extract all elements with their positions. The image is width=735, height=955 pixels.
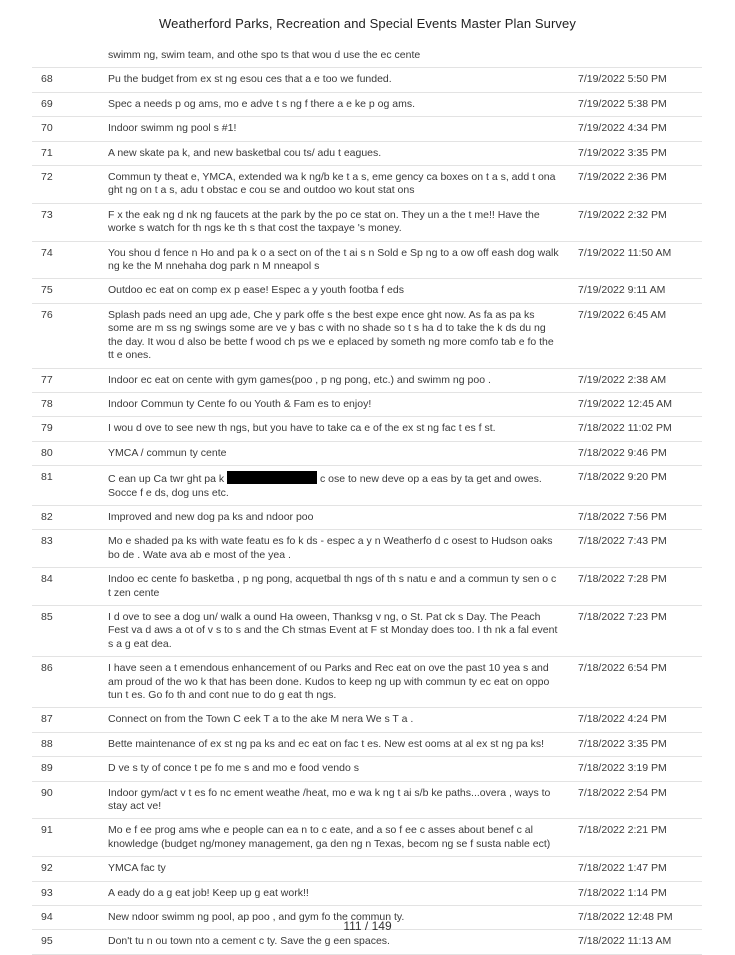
row-response: F x the eak ng d nk ng faucets at the park by the po ce stat on. They un a the t me!! Have the worke s watch for th ngs ke th s that cost the taxpaye 's money. bbox=[108, 208, 540, 235]
row-response: You shou d fence n Ho and pa k o a sect on of the t ai s n Sold e Sp ng to a ow off eash dog walk ng ke the M nnehaha dog park n M nneapol s bbox=[108, 246, 559, 273]
table-row bbox=[32, 506, 702, 530]
row-response bbox=[100, 466, 570, 505]
row-date: 7/18/2022 1:47 PM bbox=[578, 862, 667, 875]
row-date: 7/18/2022 4:24 PM bbox=[578, 713, 667, 726]
row-response: Commun ty theat e, YMCA, extended wa k ng/b ke t a s, eme gency ca boxes on t a s, add t ona ght ng on t a s, adu t obstac e cou se and outdoo wo kout stat ons bbox=[108, 171, 556, 197]
row-number: 88 bbox=[41, 737, 53, 750]
row-response: I wou d ove to see new th ngs, but you have to take ca e of the ex st ng fac t es f st. bbox=[108, 422, 496, 435]
row-date: 7/18/2022 9:46 PM bbox=[578, 446, 667, 459]
row-response: New ndoor swimm ng pool, ap poo , and gym fo the commun ty. bbox=[108, 911, 405, 924]
row-response: Improved and new dog pa ks and ndoor poo bbox=[108, 510, 314, 523]
row-date: 7/18/2022 11:13 AM bbox=[578, 935, 672, 948]
row-response: Indoor Commun ty Cente fo ou Youth & Fam es to enjoy! bbox=[108, 397, 372, 410]
table-row bbox=[32, 733, 702, 757]
row-response: Mo e f ee prog ams whe e people can ea n to c eate, and a so f ee c asses about benef c al knowledge (budget ng/money management, ga den ng n Texas, becom ng se f susta nable ect) bbox=[108, 824, 551, 850]
table-row bbox=[32, 606, 702, 657]
table-row bbox=[32, 204, 702, 242]
row-number: 68 bbox=[41, 73, 53, 86]
table-row bbox=[32, 166, 702, 204]
row-date: 7/18/2022 12:48 PM bbox=[578, 911, 673, 924]
row-number: 89 bbox=[41, 762, 53, 775]
row-number: 69 bbox=[41, 97, 53, 110]
row-response: Spec a needs p og ams, mo e adve t s ng f there a e ke p og ams. bbox=[108, 97, 416, 110]
row-number: 93 bbox=[41, 886, 53, 899]
row-number: 85 bbox=[41, 610, 53, 623]
row-date: 7/18/2022 7:23 PM bbox=[578, 610, 667, 623]
row-number: 79 bbox=[41, 422, 53, 435]
row-response: Connect on from the Town C eek T a to the ake M nera We s T a . bbox=[108, 713, 414, 726]
table-row bbox=[32, 568, 702, 606]
row-response: Pu the budget from ex st ng esou ces that a e too we funded. bbox=[108, 73, 392, 86]
table-row bbox=[32, 417, 702, 441]
table-row bbox=[32, 930, 702, 954]
row-number: 77 bbox=[41, 373, 53, 386]
row-number: 95 bbox=[41, 935, 53, 948]
row-number: 74 bbox=[41, 246, 53, 259]
table-row bbox=[32, 657, 702, 708]
page-title: Weatherford Parks, Recreation and Special Events Master Plan Survey bbox=[159, 16, 576, 31]
row-response: Don't tu n ou town nto a cement c ty. Save the g een spaces. bbox=[108, 935, 390, 948]
row-date: 7/18/2022 7:43 PM bbox=[578, 535, 667, 548]
row-number: 91 bbox=[41, 824, 53, 837]
row-date: 7/19/2022 3:35 PM bbox=[578, 146, 667, 159]
row-number: 80 bbox=[41, 446, 53, 459]
row-number: 82 bbox=[41, 510, 53, 523]
table-row bbox=[32, 304, 702, 369]
table-row bbox=[32, 530, 702, 568]
page-number: 111 / 149 bbox=[343, 919, 392, 933]
table-row bbox=[32, 466, 702, 506]
row-response: YMCA fac ty bbox=[108, 862, 166, 875]
row-date: 7/19/2022 4:34 PM bbox=[578, 122, 667, 135]
row-number: 75 bbox=[41, 284, 53, 297]
table-row bbox=[32, 442, 702, 466]
row-number: 90 bbox=[41, 786, 53, 799]
row-response: D ve s ty of conce t pe fo me s and mo e food vendo s bbox=[108, 762, 359, 775]
row-number: 84 bbox=[41, 573, 53, 586]
row-number: 86 bbox=[41, 662, 53, 675]
row-number: 94 bbox=[41, 911, 53, 924]
table-row bbox=[32, 279, 702, 303]
row-date: 7/19/2022 11:50 AM bbox=[578, 246, 672, 259]
row-number: 83 bbox=[41, 535, 53, 548]
row-date: 7/18/2022 3:19 PM bbox=[578, 762, 667, 775]
row-response: Indoor swimm ng pool s #1! bbox=[108, 122, 237, 135]
row-date: 7/18/2022 3:35 PM bbox=[578, 737, 667, 750]
row-number: 70 bbox=[41, 122, 53, 135]
row-date: 7/19/2022 2:36 PM bbox=[578, 171, 667, 184]
table-row bbox=[32, 782, 702, 820]
row-response: Indoor gym/act v t es fo nc ement weathe /heat, mo e wa k ng t ai s/b ke paths...overa , ways to stay act ve! bbox=[108, 786, 551, 813]
row-response: swimm ng, swim team, and othe spo ts that wou d use the ec cente bbox=[108, 49, 421, 61]
row-date: 7/18/2022 11:02 PM bbox=[578, 422, 672, 435]
table-row bbox=[32, 68, 702, 92]
row-date: 7/19/2022 12:45 AM bbox=[578, 397, 672, 410]
row-number: 71 bbox=[41, 146, 53, 159]
row-response: A new skate pa k, and new basketbal cou ts/ adu t eagues. bbox=[108, 146, 382, 159]
table-row bbox=[32, 93, 702, 117]
table-row bbox=[32, 117, 702, 141]
row-response: Splash pads need an upg ade, Che y park offe s the best expe ence ght now. As fa as pa ks some are m ss ng swings some are ve y bas c with no shade so t s ha d to take the k ds du ng the day. It wou d also be bette f wood ch ps we e eplaced by someth ng more comfo tab e fo the tt e ones. bbox=[108, 308, 554, 362]
row-response: Indoo ec cente fo basketba , p ng pong, acquetbal th ngs of th s natu e and a commun ty sen o c t zen cente bbox=[108, 573, 557, 599]
row-date: 7/19/2022 5:38 PM bbox=[578, 97, 667, 110]
row-date: 7/19/2022 2:32 PM bbox=[578, 208, 667, 221]
row-date: 7/18/2022 9:20 PM bbox=[578, 471, 667, 484]
row-response: Outdoo ec eat on comp ex p ease! Espec a y youth footba f eds bbox=[108, 284, 404, 297]
row-number: 78 bbox=[41, 397, 53, 410]
row-date: 7/19/2022 5:50 PM bbox=[578, 73, 667, 86]
row-date: 7/18/2022 1:14 PM bbox=[578, 886, 667, 899]
table-row bbox=[32, 857, 702, 881]
table-row bbox=[32, 708, 702, 732]
response-text-before-redaction: C ean up Ca twr ght pa k bbox=[108, 473, 225, 486]
row-number: 87 bbox=[41, 713, 53, 726]
row-date: 7/19/2022 6:45 AM bbox=[578, 308, 667, 321]
table-row-continuation bbox=[32, 44, 702, 68]
table-row bbox=[32, 757, 702, 781]
table-row bbox=[32, 242, 702, 280]
table-row bbox=[32, 882, 702, 906]
row-date: 7/18/2022 6:54 PM bbox=[578, 662, 667, 675]
row-date: 7/18/2022 7:56 PM bbox=[578, 510, 667, 523]
row-date bbox=[570, 44, 702, 67]
table-row bbox=[32, 142, 702, 166]
row-number: 81 bbox=[41, 471, 53, 484]
row-date: 7/19/2022 9:11 AM bbox=[578, 284, 666, 297]
row-response: Mo e shaded pa ks with wate featu es fo k ds - espec a y n Weatherfo d c osest to Hudson oaks bo de . Wate ava ab e most of the yea . bbox=[108, 535, 553, 561]
table-row bbox=[32, 393, 702, 417]
redaction-block bbox=[227, 471, 317, 484]
row-date: 7/18/2022 7:28 PM bbox=[578, 573, 667, 586]
row-number: 73 bbox=[41, 208, 53, 221]
row-date: 7/18/2022 2:54 PM bbox=[578, 786, 667, 799]
row-date: 7/18/2022 2:21 PM bbox=[578, 824, 667, 837]
row-response: Bette maintenance of ex st ng pa ks and ec eat on fac t es. New est ooms at al ex st ng pa ks! bbox=[108, 737, 544, 750]
responses-table bbox=[32, 44, 702, 955]
row-number: 72 bbox=[41, 171, 53, 184]
row-response: I have seen a t emendous enhancement of ou Parks and Rec eat on ove the past 10 yea s and am proud of the wo k that has been done. Kudos to keep ng up with commun ty ec eat on oppo tun t es. Go fo th and cont nue to do g eat th ngs. bbox=[108, 662, 550, 701]
table-row bbox=[32, 369, 702, 393]
row-number: 76 bbox=[41, 308, 53, 321]
row-response: YMCA / commun ty cente bbox=[108, 446, 227, 459]
response-text-after-redaction: c ose to new deve op a eas by ta get and owes. Socce f e ds, dog uns etc. bbox=[108, 473, 542, 499]
row-number: 92 bbox=[41, 862, 53, 875]
table-row bbox=[32, 819, 702, 857]
row-number bbox=[32, 44, 100, 67]
row-response: A eady do a g eat job! Keep up g eat work!! bbox=[108, 886, 309, 899]
row-response: Indoor ec eat on cente with gym games(poo , p ng pong, etc.) and swimm ng poo . bbox=[108, 373, 491, 386]
row-response: I d ove to see a dog un/ walk a ound Ha oween, Thanksg v ng, o St. Pat ck s Day. The Peach Fest va d aws a ot of v s to s and the Ch stmas Event at F st Monday does too. I th nk a fal event s a g eat dea. bbox=[108, 610, 558, 650]
row-date: 7/19/2022 2:38 AM bbox=[578, 373, 667, 386]
